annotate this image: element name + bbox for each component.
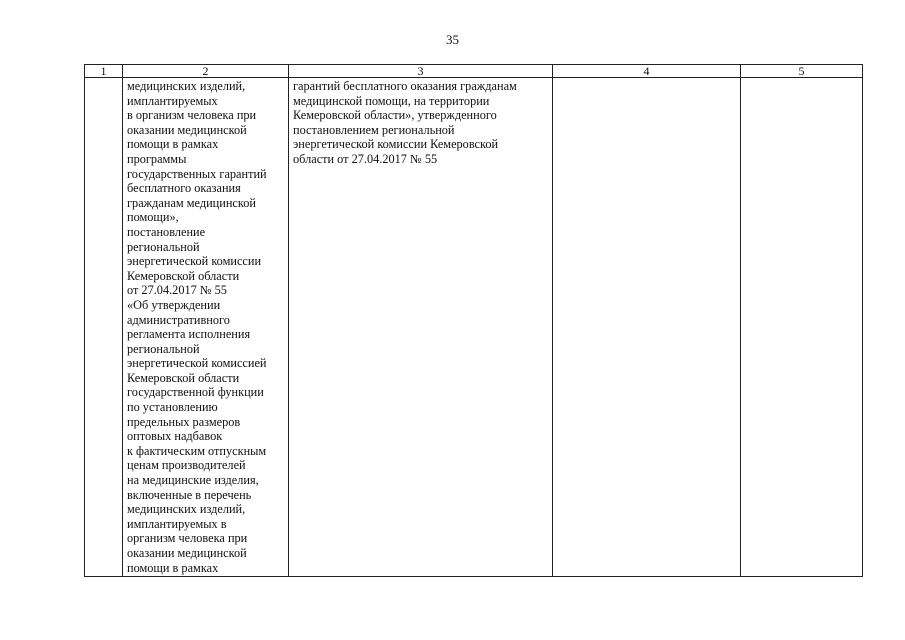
- column-header-5: 5: [741, 65, 863, 78]
- cell-text-line: помощи»,: [127, 210, 179, 225]
- cell-col-2-text: [123, 78, 288, 575]
- cell-text-line: оказании медицинской: [127, 122, 247, 137]
- cell-text-line: Кемеровской области: [127, 370, 240, 385]
- cell-text-line: имплантируемых: [127, 93, 218, 108]
- cell-text-line: оптовых надбавок: [127, 429, 223, 444]
- cell-text-line: медицинских изделий,: [127, 502, 246, 517]
- cell-col-5: [741, 78, 863, 577]
- cell-text-line: организм человека при: [127, 531, 248, 546]
- cell-text-line: энергетической комиссии Кемеровской: [293, 137, 499, 152]
- cell-text-line: регламента исполнения: [127, 327, 251, 342]
- cell-text-line: энергетической комиссией: [127, 356, 267, 371]
- document-table: [84, 64, 863, 577]
- cell-text-line: области от 27.04.2017 № 55: [293, 151, 438, 166]
- cell-text-line: «Об утверждении: [127, 297, 221, 312]
- cell-text-line: гражданам медицинской: [127, 195, 256, 210]
- cell-text-line: региональной: [127, 239, 200, 254]
- cell-text-line: от 27.04.2017 № 55: [127, 283, 227, 298]
- cell-text-line: к фактическим отпускным: [127, 443, 267, 458]
- cell-col-3-text: [289, 78, 552, 167]
- cell-col-2: [123, 78, 289, 577]
- cell-text-line: гарантий бесплатного оказания гражданам: [293, 79, 517, 93]
- cell-col-3: [289, 78, 553, 577]
- column-header-3: 3: [289, 65, 553, 78]
- cell-col-1: [85, 78, 123, 577]
- cell-col-4: [553, 78, 741, 577]
- cell-text-line: энергетической комиссии: [127, 254, 262, 269]
- cell-text-line: государственной функции: [127, 385, 264, 400]
- cell-text-line: программы: [127, 151, 187, 166]
- column-header-4: 4: [553, 65, 741, 78]
- cell-text-line: административного: [127, 312, 230, 327]
- cell-text-line: бесплатного оказания: [127, 181, 241, 196]
- table-row: [85, 78, 863, 577]
- cell-text-line: постановление: [127, 224, 206, 239]
- column-header-2: 2: [123, 65, 289, 78]
- cell-text-line: предельных размеров: [127, 414, 241, 429]
- cell-text-line: Кемеровской области», утвержденного: [293, 108, 497, 123]
- cell-text-line: постановлением региональной: [293, 122, 455, 137]
- cell-text-line: медицинской помощи, на территории: [293, 93, 490, 108]
- table-header-row: [85, 65, 863, 78]
- cell-text-line: региональной: [127, 341, 200, 356]
- cell-text-line: помощи в рамках: [127, 560, 219, 575]
- cell-text-line: оказании медицинской: [127, 546, 247, 560]
- cell-text-line: включенные в перечень: [127, 487, 252, 502]
- cell-text-line: государственных гарантий: [127, 166, 267, 181]
- cell-text-line: медицинских изделий,: [127, 79, 246, 93]
- column-header-1: 1: [85, 65, 123, 78]
- cell-text-line: ценам производителей: [127, 458, 246, 473]
- cell-text-line: помощи в рамках: [127, 137, 219, 152]
- cell-text-line: в организм человека при: [127, 108, 257, 123]
- cell-text-line: Кемеровской области: [127, 268, 240, 283]
- cell-text-line: имплантируемых в: [127, 516, 227, 531]
- cell-text-line: по установлению: [127, 400, 218, 415]
- page-number: 35: [446, 32, 459, 47]
- cell-text-line: на медицинские изделия,: [127, 473, 259, 488]
